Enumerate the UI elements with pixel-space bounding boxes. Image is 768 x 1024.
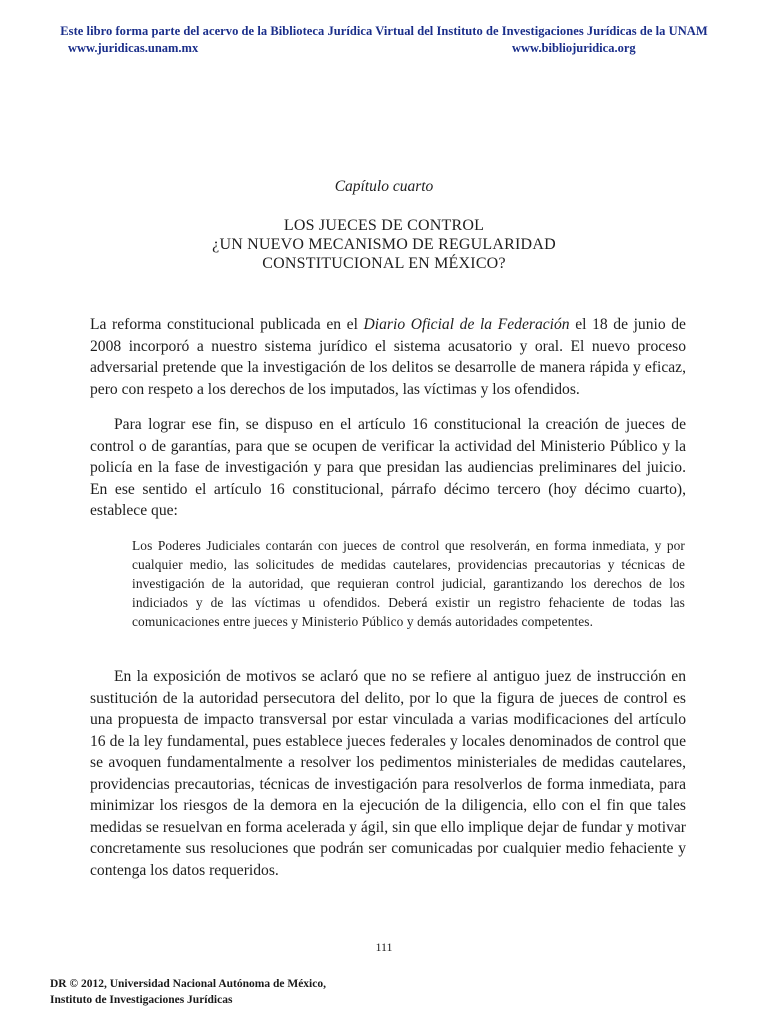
copyright-line-1: DR © 2012, Universidad Nacional Autónoma de México, [50,978,326,990]
header-banner: Este libro forma parte del acervo de la Biblioteca Jurídica Virtual del Instituto de Investigaciones Jurídicas de la UNAM [60,24,708,38]
page-number: 111 [375,940,393,954]
paragraph-1-start: La reforma constitucional publicada en el [90,316,364,333]
constitutional-quote: Los Poderes Judiciales contarán con jueces de control que resolverán, en forma inmediata, y por cualquier medio, las solicitudes de medidas cautelares, providencias precautorias y técnicas de investigación de la autoridad, que requieran control judicial, garantizando los derechos de los indiciados y de las víctimas u ofendidos. Deberá existir un registro fehaciente de todas las comunicaciones entre jueces y Ministerio Público y demás autoridades competentes. [132,538,685,629]
chapter-title-line-1: LOS JUECES DE CONTROL [283,217,485,234]
bibliojuridica-link[interactable]: www.bibliojuridica.org [512,41,636,55]
paragraph-2: Para lograr ese fin, se dispuso en el artículo 16 constitucional la creación de jueces de control o de garantías, para que se ocupen de verificar la actividad del Ministerio Público y la policía en la fase de investigación y para que presidan las audiencias preliminares del juicio. En ese sentido el artículo 16 constitucional, párrafo décimo tercero (hoy décimo cuarto), establece que: [90,416,686,519]
gazette-name: Diario Oficial de la Federación [363,316,570,333]
chapter-heading: Capítulo cuarto [334,178,434,195]
juridicas-link[interactable]: www.juridicas.unam.mx [68,41,199,55]
paragraph-1 [90,314,686,400]
paragraph-3: En la exposición de motivos se aclaró que no se refiere al antiguo juez de instrucción en sustitución de la autoridad persecutora del delito, por lo que la figura de jueces de control es una propuesta de impacto transversal por estar vinculada a varias modificaciones del artículo 16 de la ley fundamental, pues establece jueces federales y locales denominados de control que se avoquen fundamentalmente a resolver los pedimentos ministeriales de medidas cautelares, providencias precautorias, técnicas de investigación para resolverlos de forma inmediata, para minimizar los riesgos de la demora en la ejecución de la diligencia, ello con el fin que tales medidas se resuelvan en forma acelerada y ágil, sin que ello implique dejar de fundar y motivar concretamente sus resoluciones que podrán ser comunicadas por cualquier medio fehaciente y contenga los datos requeridos. [90,668,686,879]
paragraph-1-end: el 18 de junio de 2008 incorporó a nuestro sistema jurídico el sistema acusatorio y oral. El nuevo proceso adversarial pretende que la investigación de los delitos se desarrolle de manera rápida y eficaz, pero con respeto a los derechos de los imputados, las víctimas y los ofendidos. [90,316,686,398]
chapter-title-line-3: CONSTITUCIONAL EN MÉXICO? [262,255,506,272]
copyright-line-2: Instituto de Investigaciones Jurídicas [50,994,233,1006]
chapter-title-line-2: ¿UN NUEVO MECANISMO DE REGULARIDAD [212,236,556,253]
